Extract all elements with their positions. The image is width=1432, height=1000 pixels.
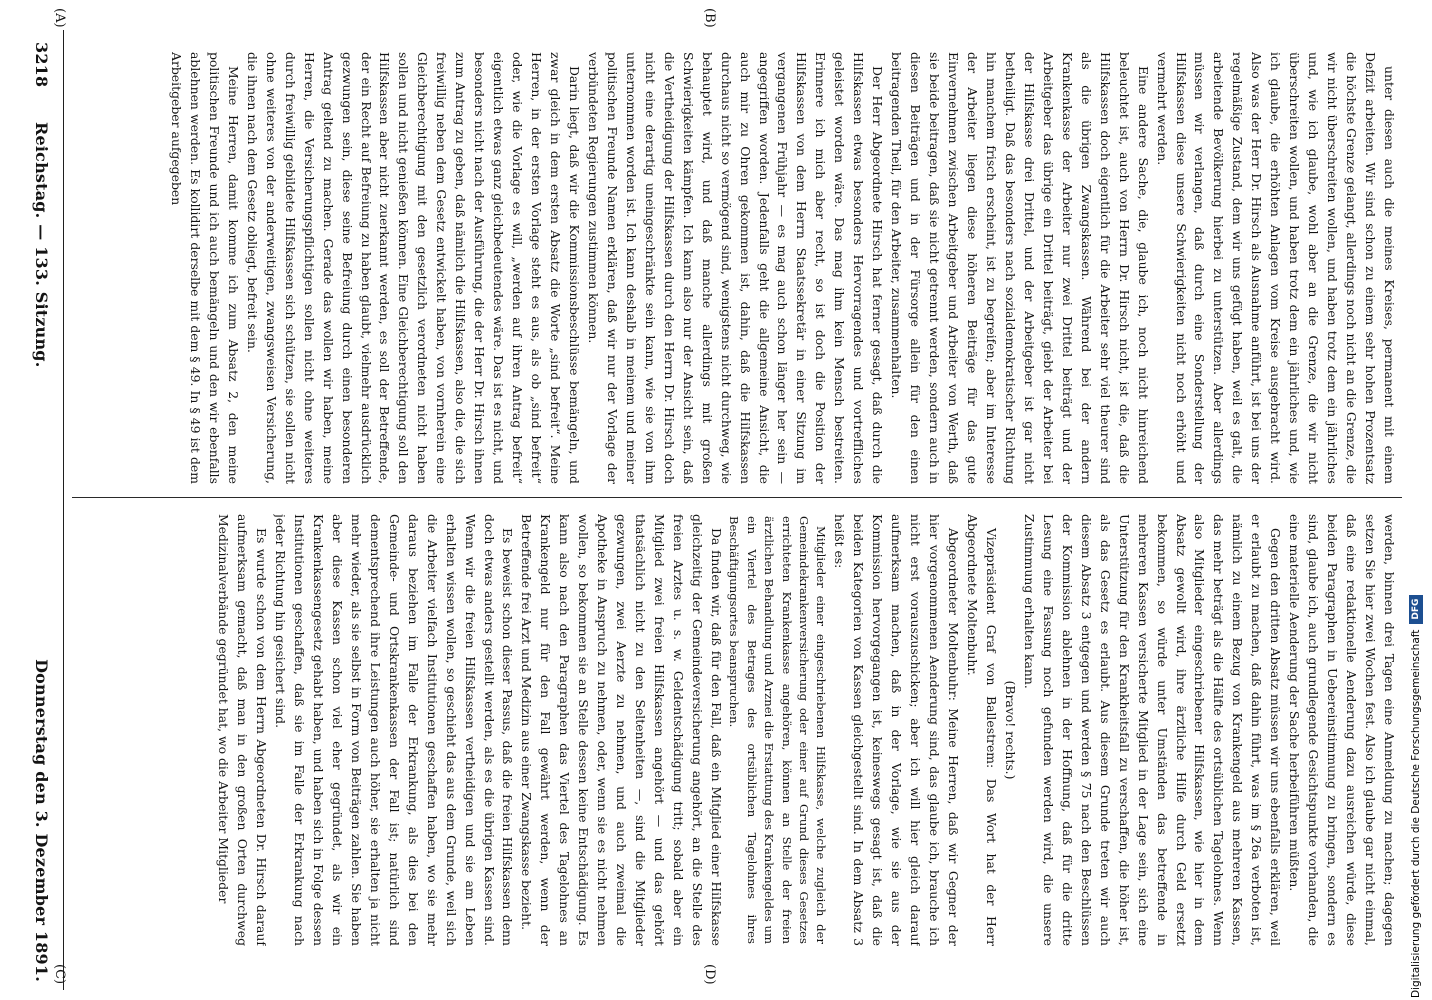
paragraph: Es wurde schon von dem Herrn Abgeordneten Dr. Hirsch darauf aufmerksam gemacht, daß man in den großen Orten durchweg Medizinalverbände gegründet hat, wo die Arbeiter Mitglieder — [216, 514, 270, 946]
paragraph: Darin liegt, daß wir die Kommissionsbeschlüsse bemängeln, und zwar gleich in dem ersten Absatz die Worte „sind befreit“. Meine Herren, in der ersten Vorlage steht es aus, als ob „sind befreit“ oder, wie die Vorlage es will, „werden auf ihren Antrag befreit“ eigentlich etwas ganz gleichbedeutendes wäre. Das ist es nicht, und besonders nicht nach der Ausführung, die der Herr Dr. Hirsch ihnen zum Antrag zu geben, daß nämlich die Hilfskassen, also die, die sich freiwillig neben dem Gesetz entwickelt haben, von vornherein eine Gleichberechtigung mit den gesetzlich verordneten nicht haben sollen und nicht genießen können. Eine Gleichberechtigung soll den Hilfskassen aber nicht zuerkannt werden, es soll der Betreffende, der ein Recht auf Befreiung zu haben glaubt, vielmehr ausdrücklich gezwungen sein, diese seine Befreiung durch einen besonderen Antrag geltend zu machen. Gerade das wollen wir haben, meine Herren, die Versicherungspflichtigen sollen nicht ohne weiteres durch freiwillig gebildete Hilfskassen sich schützen, sie sollen nicht ohne weiteres von der anderweitigen, zwangsweisen Versicherung, die ihnen nach dem Gesetz obliegt, befreit sein. — [244, 52, 583, 484]
digitization-note — [1403, 8, 1429, 998]
margin-mark-a: (A) — [52, 8, 67, 28]
margin-mark-d: (D) — [702, 964, 717, 985]
running-title: Reichstag. — 133. Sitzung. — [32, 122, 51, 368]
dfg-logo: DFG — [1409, 595, 1423, 624]
header-rule — [63, 30, 64, 990]
paragraph: Da finden wir, daß für den Fall, daß ein Mitglied einer Hilfskasse gleichzeitig der Gemeindeversicherung angehört, an die Stelle des freien Arztes u. s. w. Geldentschädigung tritt; sobald aber ein Mitglied zwei freien Hilfskassen angehört — und das gehört thatsächlich nicht zu den Seltenheiten —, sind die Mitglieder gezwungen, zwei Aerzte zu nehmen, und auch zweimal die Apotheke in Anspruch zu nehmen, oder, wenn sie es nicht nehmen wollen, so bekommen sie an Stelle dessen keine Entschädigung. Es kann also nach den Paragraphen das Viertel des Tagelohnes an Krankengeld nur für den Fall gewährt werden, wenn der Betreffende frei Arzt und Medizin aus einer Zwangskasse bezieht. — [519, 514, 724, 946]
right-text-column — [72, 514, 1398, 946]
paragraph: Eine andere Sache, die, glaube ich, noch nicht hinreichend beleuchtet ist, auch von Herrn Dr. Hirsch nicht, ist die, daß die Hilfskassen doch eigentlich für die Arbeiter sehr viel theurer sind als die übrigen Zwangskassen. Während bei der andern Krankenkasse der Arbeiter nur zwei Drittel beiträgt und der Arbeitgeber das übrige ein Drittel beiträgt, giebt der Arbeiter bei der Hilfskasse drei Drittel, und der Arbeitgeber ist gar nicht betheiligt. Daß das besonders nach sozialdemokratischer Richtung hin manchem frisch erscheint, ist zu begreifen; aber im Interesse der Arbeiter liegen diese höheren Beiträge für das gute Einvernehmen zwischen Arbeitgeber und Arbeiter von Werth, daß sie beide beitragen, daß sie nicht getrennt werden, sondern auch in diesen Beiträgen und in der Fürsorge allein für den einen beitragenden Theil, für den Arbeiter, zusammenhalten. — [889, 52, 1151, 484]
paragraph: unter diesen auch die meines Kreises, permanent mit einem Defizit arbeiten. Wir sind schon zu einem sehr hohen Prozentsatz die höchste Grenze gelangt, allerdings noch nicht an die Grenze, die wir nicht überschreiten wollen, und haben trotz dem ein jährliches und, wie ich glaube, wohl aber an die Grenze, die wir nicht überschreiten wollen, und haben trotz dem ein jährliches und, wie ich glaube, die erhöhten Anlagen vom Kreise ausgebracht wird. Also was der Herr Dr. Hirsch als Ausnahme anführt, ist bei uns der regelmäßige Zustand, dem wir uns gefügt haben, weil es galt, die arbeitende Bevölkerung hierbei zu unterstützen. Aber allerdings müssen wir verlangen, daß durch eine Sonderstellung der Hilfskassen diese unsere Schwierigkeiten nicht noch erhöht und vermehrt werden. — [1154, 52, 1397, 484]
quoted-law-text: Mitglieder einer eingeschriebenen Hilfskasse, welche zugleich der Gemeindekrankenversicherung oder einer auf Grund dieses Gesetzes errichteten Krankenkasse angehören, können an Stelle der freien ärztlichen Behandlung und Arznei die Erstattung des Krankengeldes um ein Viertel des Betrages des ortsüblichen Tagelohnes ihres Beschäftigungsortes beanspruchen. — [727, 516, 829, 944]
column-divider — [72, 497, 1402, 498]
paragraph: Es beweist schon dieser Passus, daß die freien Hilfskassen denn doch etwas anders gestellt werden, als es die übrigen Kassen sind. Wenn wir die freien Hilfskassen vertheidigen und sie am Leben erhalten wissen wollen, so geschieht das aus dem Grunde, weil sich die Arbeiter vielfach Institutionen geschaffen haben, wo sie mehr daraus beziehen im Falle der Erkrankung, als dies bei den Gemeinde- und Ortskrankenkassen der Fall ist; natürlich sind dementsprechend ihre Leistungen auch höher, sie erhalten ja nicht mehr wieder, als sie selbst in Form von Beiträgen zahlen. Sie haben aber diese Kassen schon viel eher gegründet, als wir ein Krankenkassengesetz gehabt haben, und haben sich in Folge dessen Institutionen geschaffen, daß sie im Falle der Erkrankung nach jeder Richtung hin gesichert sind. — [273, 514, 516, 946]
margin-mark-c: (C) — [52, 964, 67, 985]
left-text-column — [72, 52, 1398, 484]
paragraph: Gegen den dritten Absatz müssen wir uns ebenfalls erklären, weil er erlaubt zu machen, daß dahin führt, was im § 26a verboten ist, nämlich zu einem Bezug von Krankengeld aus mehreren Kassen, das mehr beträgt als die Hälfte des ortsüblichen Tagelohnes. Wenn also Mitglieder eingeschriebener Hilfskassen, wie hier in dem Absatz gewollt wird, ihre ärztliche Hilfe durch Geld ersetzt bekommen, so würde unter Umständen das betreffende in mehreren Kassen versicherte Mitglied in der Lage sein, sich eine Unterstützung für den Krankheitsfall zu verschaffen, die höher ist, als das Gesetz es erlaubt. Aus diesem Grunde treten wir auch diesem Absatz 3 entgegen und werden § 75 nach den Beschlüssen der Kommission ablehnen in der Hoffnung, daß für die dritte Lesung eine Fassung noch gefunden werden wird, die unsere Zustimmung erhalten kann. — [1021, 514, 1284, 946]
paragraph: werden, binnen drei Tagen eine Anmeldung zu machen; dagegen setzen Sie hier zwei Wochen fest. Also ich glaube gar nicht einmal, daß eine redaktionelle Aenderung dazu ausreichen würde, diese beiden Paragraphen in Uebereinstimmung zu bringen, sondern es sind, glaube ich, auch grundlegende Gesichtspunkte vorhanden, die eine materielle Aenderung der Sache herbeiführen müßten. — [1287, 514, 1397, 946]
digitization-text: Digitalisierung gefördert durch die Deutsche Forschungsgemeinschaft — [1410, 629, 1422, 998]
paragraph: Der Herr Abgeordnete Hirsch hat ferner gesagt, daß durch die Hilfskassen etwas besonders Hervorragendes und vortreffliches geleistet worden wäre. Das mag ihm kein Mensch bestreiten. Erinnere ich mich aber recht, so ist doch die Position der Hilfskassen von dem Herrn Staatssekretär in einer Sitzung im vergangenen Frühjahr — es mag auch schon länger her sein — angegriffen worden. Jedenfalls geht die allgemeine Ansicht, die auch mir zu Ohren gekommen ist, dahin, daß die Hilfskassen durchaus nicht so vermögend sind, wenigstens nicht durchweg, wie behauptet wird, und daß manche allerdings mit großen Schwierigkeiten kämpfen. Ich kann also nur der Ansicht sein, daß die Vertheidigung der Hilfskassen durch den Herrn Dr. Hirsch doch nicht eine derartig uneingeschränkte sein kann, wie sie von ihm unternommen worden ist. Ich kann deshalb in meinem und meiner politischen Freunde Namen erklären, daß wir nur der Vorlage der verbündeten Regierungen zustimmen können. — [585, 52, 886, 484]
applause-note: (Bravo! rechts.) — [1002, 680, 1018, 780]
speaker-paragraph: Vizepräsident Graf von Ballestrem: Das Wort hat der Herr Abgeordnete Moltenbuhr. — [965, 514, 999, 946]
margin-mark-b: (B) — [702, 8, 717, 28]
speaker-paragraph: Abgeordneter Moltenbuhr: Meine Herren, daß wir Gegner der hier vorgenommenen Aenderung sind, das glaube ich, brauche ich nicht erst vorauszuschicken; aber ich will hier gleich darauf aufmerksam machen, daß in der Vorlage, wie sie aus der Kommission hervorgegangen ist, keineswegs gesagt ist, daß die beiden Kategorien von Kassen gleichgestellt sind. In dem Absatz 3 heißt es: — [832, 514, 962, 946]
page-number: 3218 — [32, 42, 51, 88]
page-header — [26, 42, 56, 982]
paragraph: Meine Herren, damit komme ich zum Absatz 2, den meine politischen Freunde und ich auch bemängeln und den wir ebenfalls ablehnen werden. Es kollidirt derselbe mit dem § 49. In § 49 ist dem Arbeitgeber aufgegeben — [169, 52, 241, 484]
session-date: Donnerstag den 3. Dezember 1891. — [32, 659, 51, 982]
